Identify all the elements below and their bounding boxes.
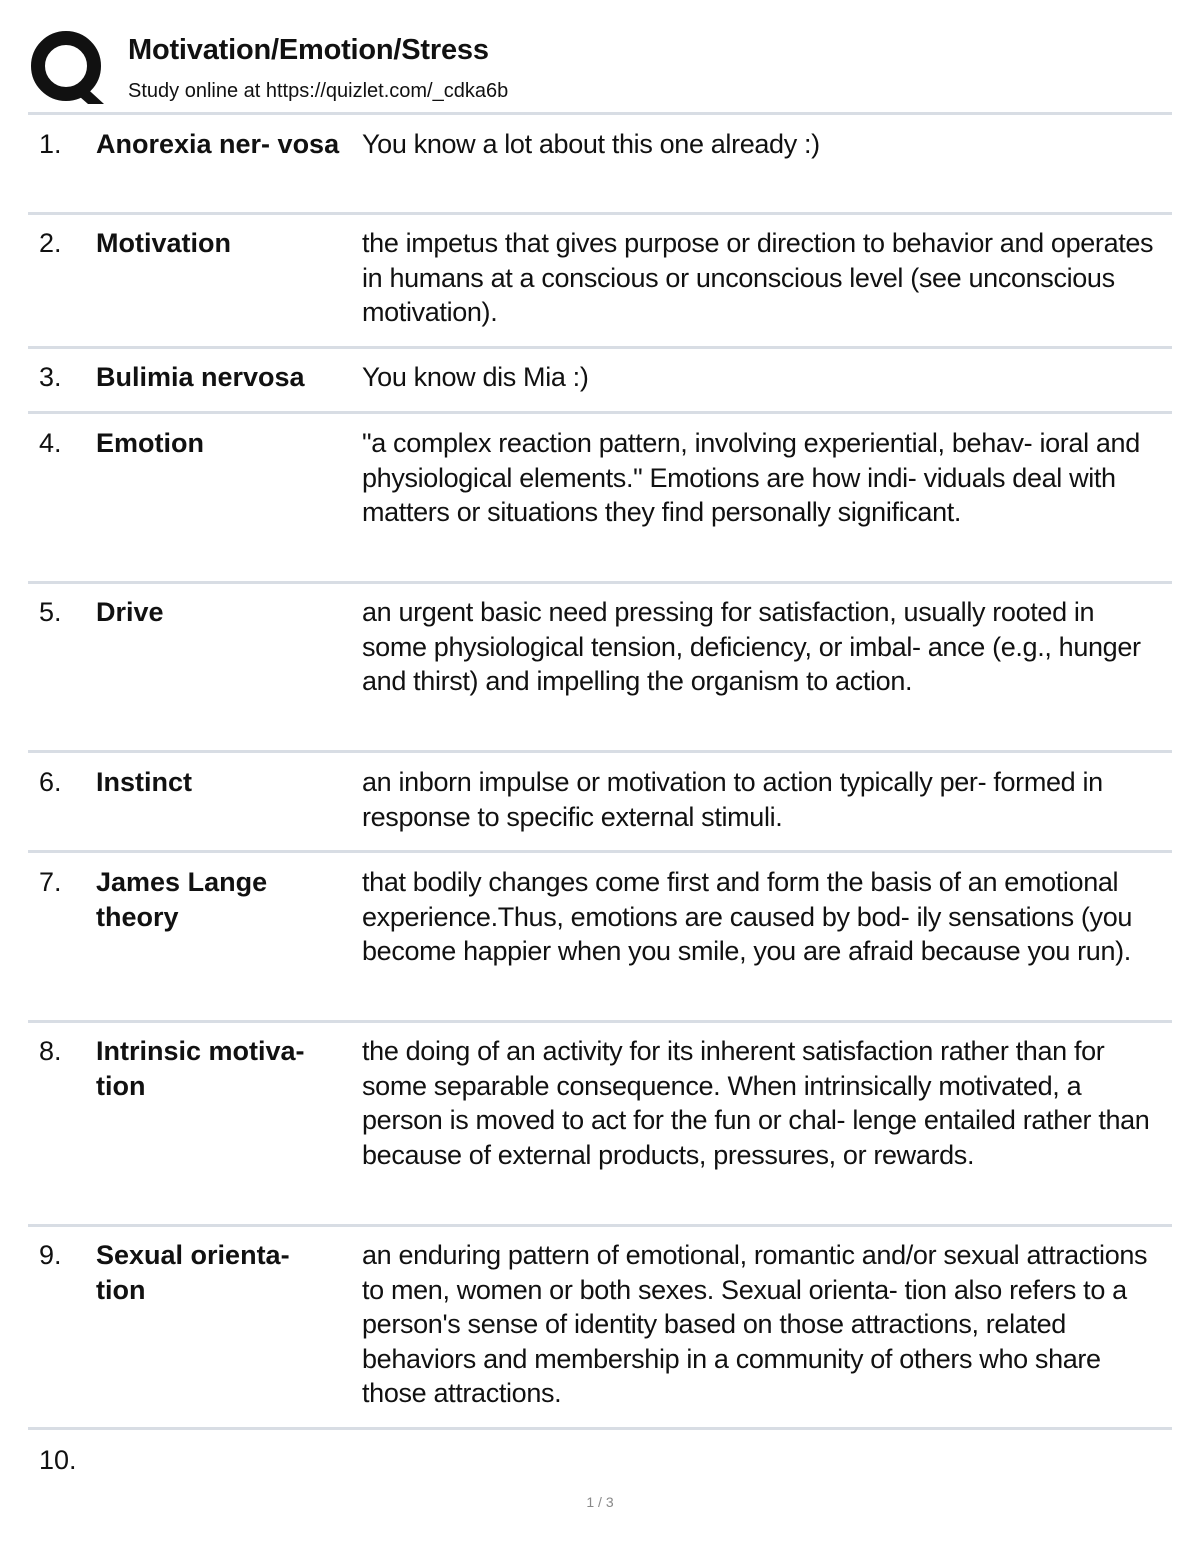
divider bbox=[28, 346, 1172, 349]
divider bbox=[28, 850, 1172, 853]
divider bbox=[28, 1020, 1172, 1023]
page-header bbox=[28, 28, 1172, 112]
card-definition: the doing of an activity for its inherent satisfaction rather than for some separable consequence. When intrinsically motivated, a person is moved to act for the fun or chal- lenge entailed rather than because of external products, pressures, or rewards. bbox=[362, 1036, 1150, 1170]
card-number: 6. bbox=[39, 767, 62, 797]
card-term: Instinct bbox=[96, 767, 193, 797]
card-number: 5. bbox=[39, 597, 62, 627]
card-number: 2. bbox=[39, 228, 62, 258]
card-definition: an enduring pattern of emotional, romantic and/or sexual attractions to men, women or both sexes. Sexual orienta- tion also refers to a person's sense of identity based on those attractions, related behaviors and membership in a community of others who share those attractions. bbox=[362, 1240, 1148, 1408]
divider bbox=[28, 581, 1172, 584]
quizlet-logo-icon bbox=[30, 30, 108, 106]
divider bbox=[28, 1427, 1172, 1430]
card-definition: that bodily changes come first and form the basis of an emotional experience.Thus, emotions are caused by bod- ily sensations (you become happier when you smile, you are afraid because you run). bbox=[362, 867, 1133, 966]
card-term: Emotion bbox=[96, 428, 204, 458]
card-number: 9. bbox=[39, 1240, 62, 1270]
card-term: Sexual orienta- tion bbox=[96, 1240, 290, 1305]
card-number: 8. bbox=[39, 1036, 62, 1066]
card-term: James Lange theory bbox=[96, 867, 268, 932]
card-definition: You know a lot about this one already :) bbox=[362, 129, 820, 159]
card-term: Intrinsic motiva- tion bbox=[96, 1036, 305, 1101]
card-term: Drive bbox=[96, 597, 164, 627]
page-indicator: 1 / 3 bbox=[586, 1494, 614, 1510]
card-number: 3. bbox=[39, 362, 62, 392]
card-number: 7. bbox=[39, 867, 62, 897]
divider bbox=[28, 750, 1172, 753]
card-definition: the impetus that gives purpose or direction to behavior and operates in humans at a conscious or unconscious level (see unconscious motivation). bbox=[362, 228, 1154, 327]
card-definition: an urgent basic need pressing for satisfaction, usually rooted in some physiological tension, deficiency, or imbal- ance (e.g., hunger and thirst) and impelling the organism to action. bbox=[362, 597, 1141, 696]
set-title: Motivation/Emotion/Stress bbox=[128, 34, 489, 66]
study-link-text: Study online at https://quizlet.com/_cdka6b bbox=[128, 80, 509, 102]
divider bbox=[28, 212, 1172, 215]
card-number: 1. bbox=[39, 129, 62, 159]
divider bbox=[28, 112, 1172, 115]
divider bbox=[28, 411, 1172, 414]
card-term: Motivation bbox=[96, 228, 231, 258]
card-definition: an inborn impulse or motivation to action typically per- formed in response to specific external stimuli. bbox=[362, 767, 1103, 832]
divider bbox=[28, 1224, 1172, 1227]
card-number: 10. bbox=[39, 1445, 77, 1475]
card-term: Bulimia nervosa bbox=[96, 362, 305, 392]
card-definition: "a complex reaction pattern, involving experiential, behav- ioral and physiological elements." Emotions are how indi- viduals deal with matters or situations they find personally significant. bbox=[362, 428, 1140, 527]
card-number: 4. bbox=[39, 428, 62, 458]
card-definition: You know dis Mia :) bbox=[362, 362, 589, 392]
card-term: Anorexia ner- vosa bbox=[96, 129, 340, 159]
